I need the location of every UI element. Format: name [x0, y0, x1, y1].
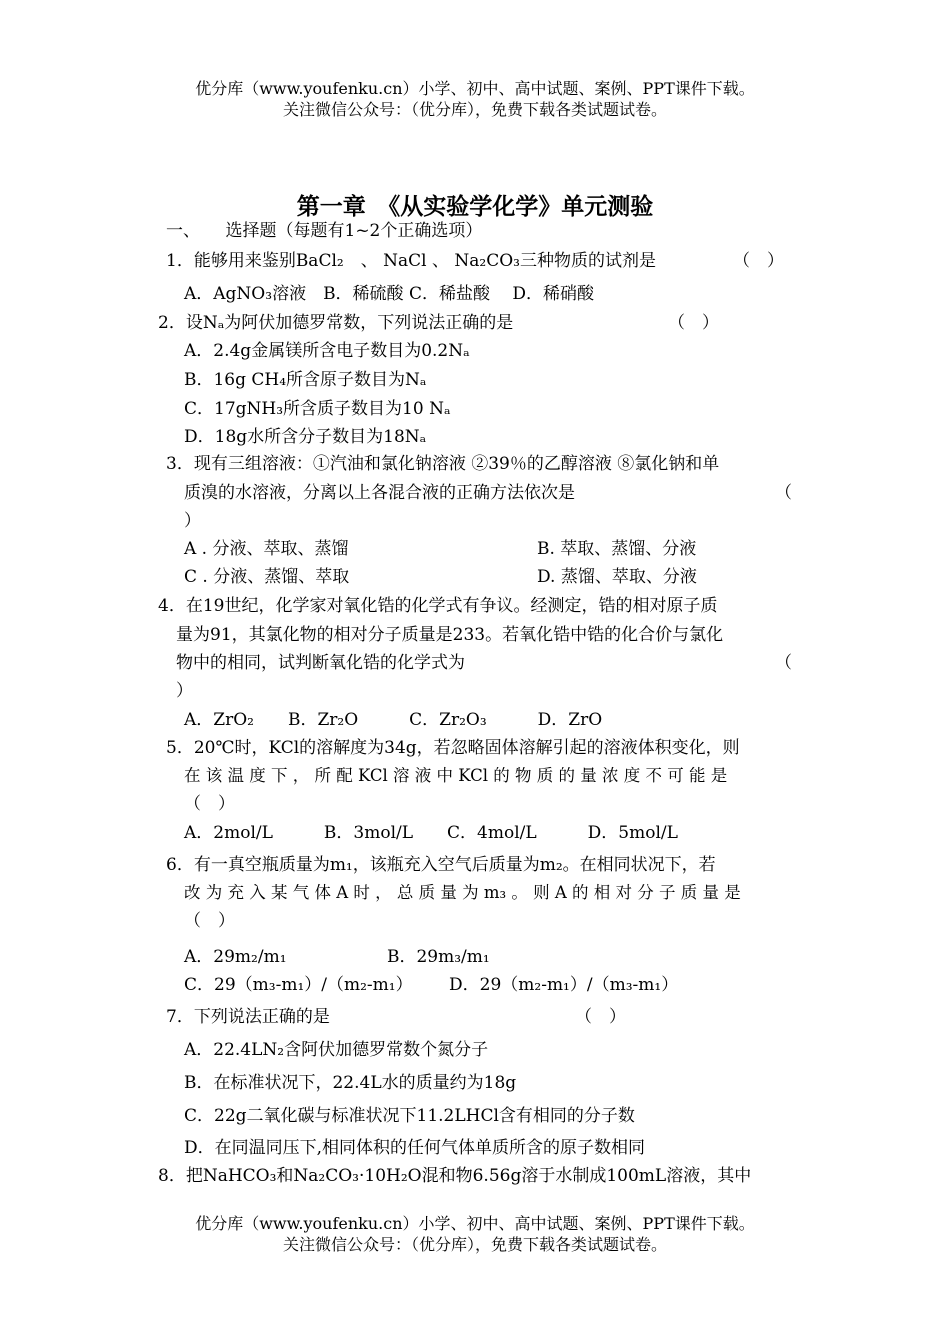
q2-option-b: B．16g CH₄所含原子数目为Nₐ [184, 370, 427, 390]
q2-option-d: D．18g水所含分子数目为18Nₐ [184, 427, 427, 447]
q4-options: A．ZrO₂ B．Zr₂O C．Zr₂O₃ D．ZrO [184, 710, 603, 730]
q7-option-a: A．22.4LN₂含阿伏加德罗常数个氮分子 [184, 1040, 489, 1060]
header-line-1: 优分库（www.youfenku.cn）小学、初中、高中试题、案例、PPT课件下载。 [195, 79, 755, 98]
header-line-2: 关注微信公众号：（优分库），免费下载各类试题试卷。 [282, 100, 667, 119]
q3-stem-line-1: 3．现有三组溶液：①汽油和氯化钠溶液 ②39％的乙醇溶液 ⑧氯化钠和单 [166, 454, 720, 474]
q3-paren-close: ） [184, 511, 201, 531]
q7-option-d: D．在同温同压下,相同体积的任何气体单质所含的原子数相同 [184, 1138, 646, 1158]
q3-paren-open: （ [775, 483, 792, 503]
q2-option-c: C．17gNH₃所含质子数目为10 Nₐ [184, 399, 451, 419]
q1-stem: 1．能够用来鉴别BaCl₂ 、 NaCl 、 Na₂CO₃三种物质的试剂是 [166, 251, 656, 271]
page-title: 第一章 《从实验学化学》单元测验 [296, 193, 654, 220]
q1-options: A．AgNO₃溶液 B．稀硫酸 C．稀盐酸 D．稀硝酸 [184, 284, 594, 304]
q3-option-a: A . 分液、萃取、蒸馏 [184, 539, 349, 559]
q2-stem: 2．设Nₐ为阿伏加德罗常数，下列说法正确的是 [158, 313, 514, 333]
q4-stem-line-3: 物中的相同，试判断氧化锆的化学式为 [176, 653, 465, 673]
q5-options: A．2mol/L B．3mol/L C．4mol/L D．5mol/L [184, 823, 678, 843]
q6-option-c: C．29（m₃-m₁）/（m₂-m₁） [184, 975, 413, 995]
q3-stem-line-2: 质溴的水溶液，分离以上各混合液的正确方法依次是 [184, 483, 575, 503]
q7-answer-paren: （ ） [575, 1007, 626, 1027]
q1-answer-paren: （ ） [733, 251, 784, 271]
q3-option-c: C . 分液、蒸馏、萃取 [184, 567, 350, 587]
q7-stem: 7．下列说法正确的是 [166, 1007, 330, 1027]
q6-option-a: A．29m₂/m₁ [184, 947, 287, 967]
q6-stem-line-1: 6．有一真空瓶质量为m₁，该瓶充入空气后质量为m₂。在相同状况下，若 [166, 855, 716, 875]
footer-line-2: 关注微信公众号：（优分库），免费下载各类试题试卷。 [282, 1235, 667, 1254]
q6-option-b: B．29m₃/m₁ [387, 947, 490, 967]
q5-stem-line-2: 在 该 温 度 下 ， 所 配 KCl 溶 液 中 KCl 的 物 质 的 量 浓 度 不 可 能 是 [184, 766, 728, 785]
q8-stem: 8．把NaHCO₃和Na₂CO₃·10H₂O混和物6.56g溶于水制成100mL溶液，其中 [158, 1166, 752, 1186]
q3-option-d: D. 蒸馏、萃取、分液 [537, 567, 697, 587]
q2-option-a: A．2.4g金属镁所含电子数目为0.2Nₐ [184, 341, 470, 361]
q6-stem-line-2: 改 为 充 入 某 气 体 A 时 ， 总 质 量 为 m₃ 。 则 A 的 相 对 分 子 质 量 是 [184, 883, 741, 902]
q7-option-b: B．在标准状况下，22.4L水的质量约为18g [184, 1073, 517, 1093]
q2-answer-paren: （ ） [668, 313, 719, 333]
q5-answer-paren: （ ） [184, 794, 235, 814]
q4-paren-close: ） [176, 681, 193, 701]
q4-paren-open: （ [775, 653, 792, 673]
q4-stem-line-2: 量为91，其氯化物的相对分子质量是233。若氧化锆中锆的化合价与氯化 [176, 625, 724, 645]
section-heading: 一、 选择题（每题有1~2个正确选项） [166, 221, 483, 241]
q3-option-b: B. 萃取、蒸馏、分液 [537, 539, 697, 559]
q7-option-c: C．22g二氧化碳与标准状况下11.2LHCl含有相同的分子数 [184, 1106, 635, 1126]
q6-answer-paren: （ ） [184, 911, 235, 931]
q4-stem-line-1: 4．在19世纪，化学家对氧化锆的化学式有争议。经测定，锆的相对原子质 [158, 596, 718, 616]
q5-stem-line-1: 5．20℃时，KCl的溶解度为34g，若忽略固体溶解引起的溶液体积变化，则 [166, 738, 740, 758]
q6-option-d: D．29（m₂-m₁）/（m₃-m₁） [449, 975, 679, 995]
footer-line-1: 优分库（www.youfenku.cn）小学、初中、高中试题、案例、PPT课件下载。 [195, 1214, 755, 1233]
